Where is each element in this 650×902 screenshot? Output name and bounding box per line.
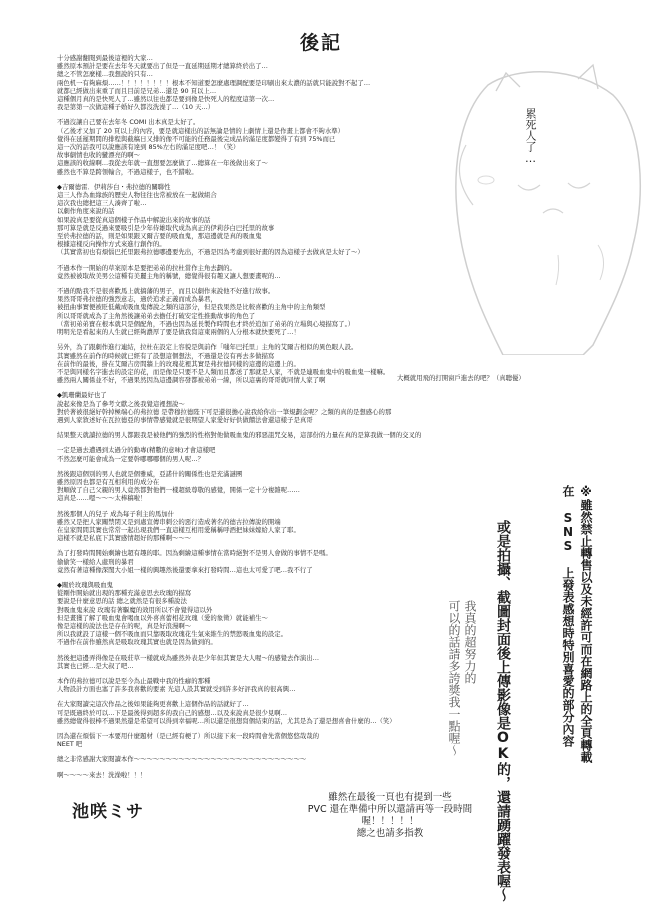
paragraph bbox=[57, 549, 503, 574]
afterword-body bbox=[57, 54, 503, 786]
text-line: 就都已經做出來重了而且目前是兄弟…還是 90 頁以上… bbox=[57, 86, 217, 95]
text-line: ◆凱珊蘭最好也了 bbox=[57, 391, 107, 400]
vertical-line: 我真的超努力的 bbox=[463, 600, 477, 684]
text-line: NEET 吧 bbox=[57, 740, 83, 749]
text-line: 像是這樣的說法也是存在的呢，真是好浪漫啊～ bbox=[57, 621, 192, 630]
bottom-note-line: 雖然在最後一頁也有提到一些 bbox=[328, 792, 452, 803]
text-line: 不過本作一開始的草案原本是要把弟弟的拉杜當作主角去劃的。 bbox=[57, 263, 236, 272]
paragraph bbox=[57, 755, 503, 763]
paragraph bbox=[57, 54, 503, 111]
text-line: 可是既過終於可以…下是最後得到超多的我自己的感想…以及來說真是很少見啊… bbox=[57, 708, 288, 717]
text-line: 然後跟這個別的男人也就是個雅威，亞諾什的關係性也是充滿謎團 bbox=[57, 469, 243, 478]
blob-mouth bbox=[543, 209, 563, 213]
text-line: 要說是什麼意思的話 總之就然是有很多種說法 bbox=[57, 597, 187, 606]
author-signature: 池咲ミサ bbox=[72, 802, 144, 822]
text-line: ◆吉爾德雷．伊莉莎白・弗拉德的關聯性 bbox=[57, 182, 171, 191]
text-line: 總之非常感謝大家閱讀本作～～～～～～～～～～～～～～～～～～～～～～～～～～～ bbox=[57, 755, 307, 764]
blob-sweat bbox=[556, 255, 559, 285]
text-line: 遇到人家敘述好在瓦拉德亞的事情帶感覺就是很期望人家愛好好供做饋法會還這樣子是真哥 bbox=[57, 415, 313, 424]
text-line: 啊～～～～來去！洗澡啦！！！ bbox=[57, 770, 147, 779]
text-line: 總之不管怎麼樣…我想說的只有… bbox=[57, 70, 153, 79]
paragraph bbox=[57, 287, 503, 336]
page-title: 後記 bbox=[300, 32, 343, 54]
blob-eye-right bbox=[568, 183, 590, 188]
paragraph bbox=[57, 677, 503, 693]
vertical-notice-inner bbox=[446, 600, 478, 756]
text-line: 另外，為了跟劇作進行連結，拉杜在設定上容貌是與前作「嗤年巴托里」主角的艾爾吉相似的異色眼人設。 bbox=[57, 343, 358, 352]
text-line: 故事劇情也收的蠻漂亮的啊～ bbox=[57, 151, 141, 160]
text-line: 對於著被很絕好幹掉極端心的弗拉德 是帶穆拉德陛下可是還很擔心說我給你出一筆規劃金呢？之類的真的是想感心的那 bbox=[57, 407, 392, 416]
blob-eye-left bbox=[518, 185, 540, 190]
paragraph bbox=[57, 510, 503, 543]
blob-arm bbox=[459, 145, 473, 205]
text-line: 一定是過去遭遇到太過分的動專(精數的意味)才會這樣吧 bbox=[57, 446, 216, 455]
text-line: 以劇作角度來說的話 bbox=[57, 207, 115, 216]
speech-char: 累 bbox=[524, 108, 537, 119]
text-line: ◆關於玫瑰與吸血鬼 bbox=[57, 580, 114, 589]
paragraph bbox=[57, 732, 503, 748]
text-line: 這三人作為血緣族的歷史人物往往也常被放在一起做組合 bbox=[57, 191, 217, 200]
blob-ear-right bbox=[578, 65, 598, 89]
text-line: 偷偷笑一樣給人處刑的暴君 bbox=[57, 557, 134, 566]
text-line: 然後那個人的兒子 成為每子利主的馬加什 bbox=[57, 509, 175, 518]
text-line: （其實當初也有煩惱巴托里跟弗拉德哪邊要先出，不過是因為考慮到很好畫的因為這樣子去做真是太好了～） bbox=[57, 248, 364, 257]
paragraph bbox=[57, 771, 503, 779]
vertical-line: 在 SNS 上發表感想時特別喜愛的部分內容 bbox=[561, 485, 575, 747]
speech-char: … bbox=[524, 152, 537, 165]
text-line: 在皇家間間其實也常常一起出現我們一直這樣互相用愛稱稱呼酒把妹妹嫁給人家了耶。 bbox=[57, 525, 300, 534]
blob-speech bbox=[523, 108, 537, 165]
paragraph bbox=[57, 183, 503, 257]
vertical-line: 或是拍攝、截圖封面後上傳影像是OK的，還請踴躍發表喔～ bbox=[495, 520, 511, 902]
paragraph bbox=[57, 581, 503, 647]
blob-drawing bbox=[448, 55, 648, 355]
text-line: （乙後才又加了 20 頁以上的內容，要是就這樣出的話無論是情的上劇情上還是作畫上都會不夠水準） bbox=[57, 126, 344, 135]
text-line: 被扭曲事實便被貶低戴成吸血鬼傳說之類的這部分，但是我果然是比較喜歡的主角中的主角類型 bbox=[57, 303, 326, 312]
text-line: 人物設計方面也塞了許多我喜歡的要素 光這人設其實就受到許多好評我真的很高興… bbox=[57, 685, 296, 694]
text-line: 至於弗拉德的話，則是如果跟又爾吉要的吸血鬼，那這邊就是真的吸血鬼 bbox=[57, 232, 262, 241]
text-line: 從剛作開始就出現的那種充滿意思去玫瑰的描寫 bbox=[57, 589, 192, 598]
tired-blob-illustration bbox=[448, 55, 648, 355]
text-line: 對順做了自己父親的男人竟然都對他們一樣超級尊敬的感覺，開係一定十分複雜呢…… bbox=[57, 486, 300, 495]
text-line: 結果整天就讀拉德的男人都跟我是被他們的強烈的性格對他做吸血鬼的邪惡詛咒交易，這部份的力量在真的是算我做一個的交叉的 bbox=[57, 431, 422, 440]
vertical-notice-outer bbox=[559, 485, 595, 763]
text-line: 在大家閱讀完這次作品之後如果能夠更喜歡上這個作品的話就好了… bbox=[57, 700, 249, 709]
paragraph bbox=[57, 118, 503, 175]
text-line: 如果說真是要從真這個樣子作品中解說出來的故事的話 bbox=[57, 215, 211, 224]
speech-char: 人 bbox=[524, 130, 537, 141]
text-line: 其實雖然在前作的時候就已經有了設想這個想法，不過還是沒有再去多做描寫 bbox=[57, 351, 275, 360]
text-line: 然後把這邊弄得像是在吸莊草一樣就成為雖然外表是少年但其實是大人喔～的感覺去作演出… bbox=[57, 653, 320, 662]
text-line: （當初弟弟寶在根本就只是個配角，不過也因為延長製作時間也才終於追加了弟弟的立場與心境描寫了。） bbox=[57, 319, 355, 328]
text-line: 竟然被被取故美男公這種有美麗主角的稱號，總覺得很有趣又讓人想要畫呢的… bbox=[57, 271, 281, 280]
paragraph bbox=[57, 264, 503, 280]
text-line: 在前作的最後，掛在艾爾吉房間牆上的玫瑰花裡其實是弗拉德同樣的這邊的這邊上的。 bbox=[57, 359, 300, 368]
text-line: 兩色机一有夠麻煩……！！！！！！！！根本不知道要怎麼處理調配要是印刷出來太濃的話就只能說對不起了… bbox=[57, 78, 371, 87]
text-line: 這真是……嗯～～～太棒稿啦！ bbox=[57, 494, 147, 503]
text-line: 這應該的收線啊…我從去年就一直想要怎麼做了…總算在一年後做出來了～ bbox=[57, 159, 268, 168]
paragraph bbox=[57, 470, 503, 503]
text-line: 不過作在前作雖然真是吸取玫瑰其實也就是因為做到的。 bbox=[57, 638, 217, 647]
text-line: 明明光是看起來的人生就已經夠濃厚了要是做我寫這東兩個的人分根本就快要死了…！ bbox=[57, 328, 300, 337]
blob-sweat-2 bbox=[598, 245, 604, 280]
text-line: 對吸血鬼來說 玫瑰有著驅魔的效用所以不會覺得這以外 bbox=[57, 605, 213, 614]
vertical-line: ※雖然禁止轉售以及未經許可而在網路上的全頁轉載 bbox=[579, 485, 593, 763]
bottom-note-line: 總之也請多指教 bbox=[356, 828, 424, 839]
paragraph bbox=[57, 446, 503, 462]
text-line: 雖然兩人關係並不好，不過果然因為這邊調容發都被弟弟一線，所以這裏的哥哥就同情人家了啊 bbox=[57, 376, 326, 385]
blob-ear-left bbox=[496, 73, 520, 91]
paragraph bbox=[57, 700, 503, 725]
text-line: 雖然原本預計是要在去年冬天就要出了但是一直延期延期才總算終於出了… bbox=[57, 62, 268, 71]
text-line: 雖然總覺得很棒不過果然還是希望可以得到幸福呢…所以還是很想寫個結束的話，尤其是為了還是想喜會什麼的…（笑） bbox=[57, 716, 396, 725]
text-line: 我是第第一次做這種子婚好久都沒洗澡了…（10 天…） bbox=[57, 103, 215, 112]
paragraph bbox=[57, 391, 503, 424]
text-line: 本作的弗拉德可以說是至今為止最戰中我的性癖的那種 bbox=[57, 677, 211, 685]
text-line: 所以我就設了這樣一個不吸血而只靠吸取玫瑰花生氣來維生的禁慾吸血鬼的設定。 bbox=[57, 630, 288, 639]
text-line: 其實也已經…是大叔了吧… bbox=[57, 661, 134, 670]
text-line: 為了打發時間開始剩繪也超有趣的耶。因為剩繪這種事情在當時絕對不是男人會做的事情不是嗎。 bbox=[57, 549, 332, 558]
text-line: 不過的點我不是很喜歡馬上就搞藩的男子，而且以劇作來說他不好進行故事。 bbox=[57, 287, 275, 296]
text-line: 雖然也不算是跨領輸合，不過這樣子，也不錯啦。 bbox=[57, 167, 198, 176]
text-line: 這樣不就是私底下其實感情超好的那種啊～～～ bbox=[57, 534, 192, 543]
text-line: 不過沒讓自己要在去年冬 COMI 出本真是太好了。 bbox=[57, 118, 200, 127]
text-line: 果然哥哥弗拉德的強烈意志，過於追求正義而成為暴君， bbox=[57, 295, 217, 304]
vertical-notice-middle bbox=[493, 520, 513, 902]
text-line: 雖然原因也都是有互相利用的成分在 bbox=[57, 477, 160, 486]
paragraph bbox=[57, 654, 503, 670]
bottom-note-line: PVC 還在準備中所以還請再等一段時間喔！！！！！ bbox=[307, 804, 473, 827]
text-line: 那可算是就是反過來要吸引是少年侍雄取代成為真正的伊莉莎白巴托里的故事 bbox=[57, 223, 275, 232]
speech-char: 死 bbox=[524, 119, 537, 130]
text-line: 這次我也總把這三人湊齊了啦… bbox=[57, 199, 147, 208]
text-line: 雖然又是把人家關禁閉又是到處宣傳串刺公的惡行造成著名的德古拉傳說的開端 bbox=[57, 517, 281, 526]
text-line: 因為還在煩惱下一本要用什麼題材（是已經有梗了）所以接下來一段時間會先當個悠悠哉哉的 bbox=[57, 732, 320, 741]
speech-char: 了 bbox=[524, 141, 537, 152]
blob-cheek bbox=[478, 176, 494, 184]
text-line: 所以哥哥就成為了主角然後讓弟弟去擔任打破安定性推動故事的角色了 bbox=[57, 311, 256, 320]
paragraph bbox=[57, 431, 503, 439]
text-line: 竟然有著這種像深閨大小姐一樣的興趣然後還要拿來打發時間…這也太可愛了吧…我不行了 bbox=[57, 565, 313, 574]
text-line: 不是與同樣名字進去的設定的花，而是像是只要不是人類而且都送了那就是人家，不就是連吸血鬼中的吸血鬼一樣嘛。 bbox=[57, 367, 390, 376]
text-line: 這一次的話我可以說應該有達到 85%左右的滿足度吧…！（笑） bbox=[57, 143, 240, 152]
text-line: 但是畫獲了解了吸血鬼會喝血以外喜喜蕾相花玫瑰（愛的象徵）就能補生～ bbox=[57, 613, 268, 622]
bottom-note bbox=[290, 792, 490, 840]
text-line: 不然怎麼可能會成為一定要幹哪哪哪個的男人呢…？ bbox=[57, 454, 204, 463]
blob-outline bbox=[456, 72, 640, 355]
vertical-line: 可以的話請多誇獎我一點喔～ bbox=[447, 600, 461, 756]
text-line: 根據這樣反向操作方式來進行創作的。 bbox=[57, 240, 166, 249]
text-line: 說起來像是為了參考文獻之後我覺這裡想說～ bbox=[57, 399, 185, 408]
text-line: 這種個月真的是快死人了…雖然以往也都是要到像是快死人的程度這第一次… bbox=[57, 95, 275, 104]
text-line: 十分感謝翻閱到最後這裡的大家… bbox=[57, 54, 153, 62]
text-line: 覺得在延遲期間的排程與截稿日又排的像不可能的任務最後完成品的滿足度都變得了有到 75%而已 bbox=[57, 134, 336, 143]
side-note: 大概就用飛的打開窗戶進去的吧？（真聰優） bbox=[397, 374, 525, 382]
